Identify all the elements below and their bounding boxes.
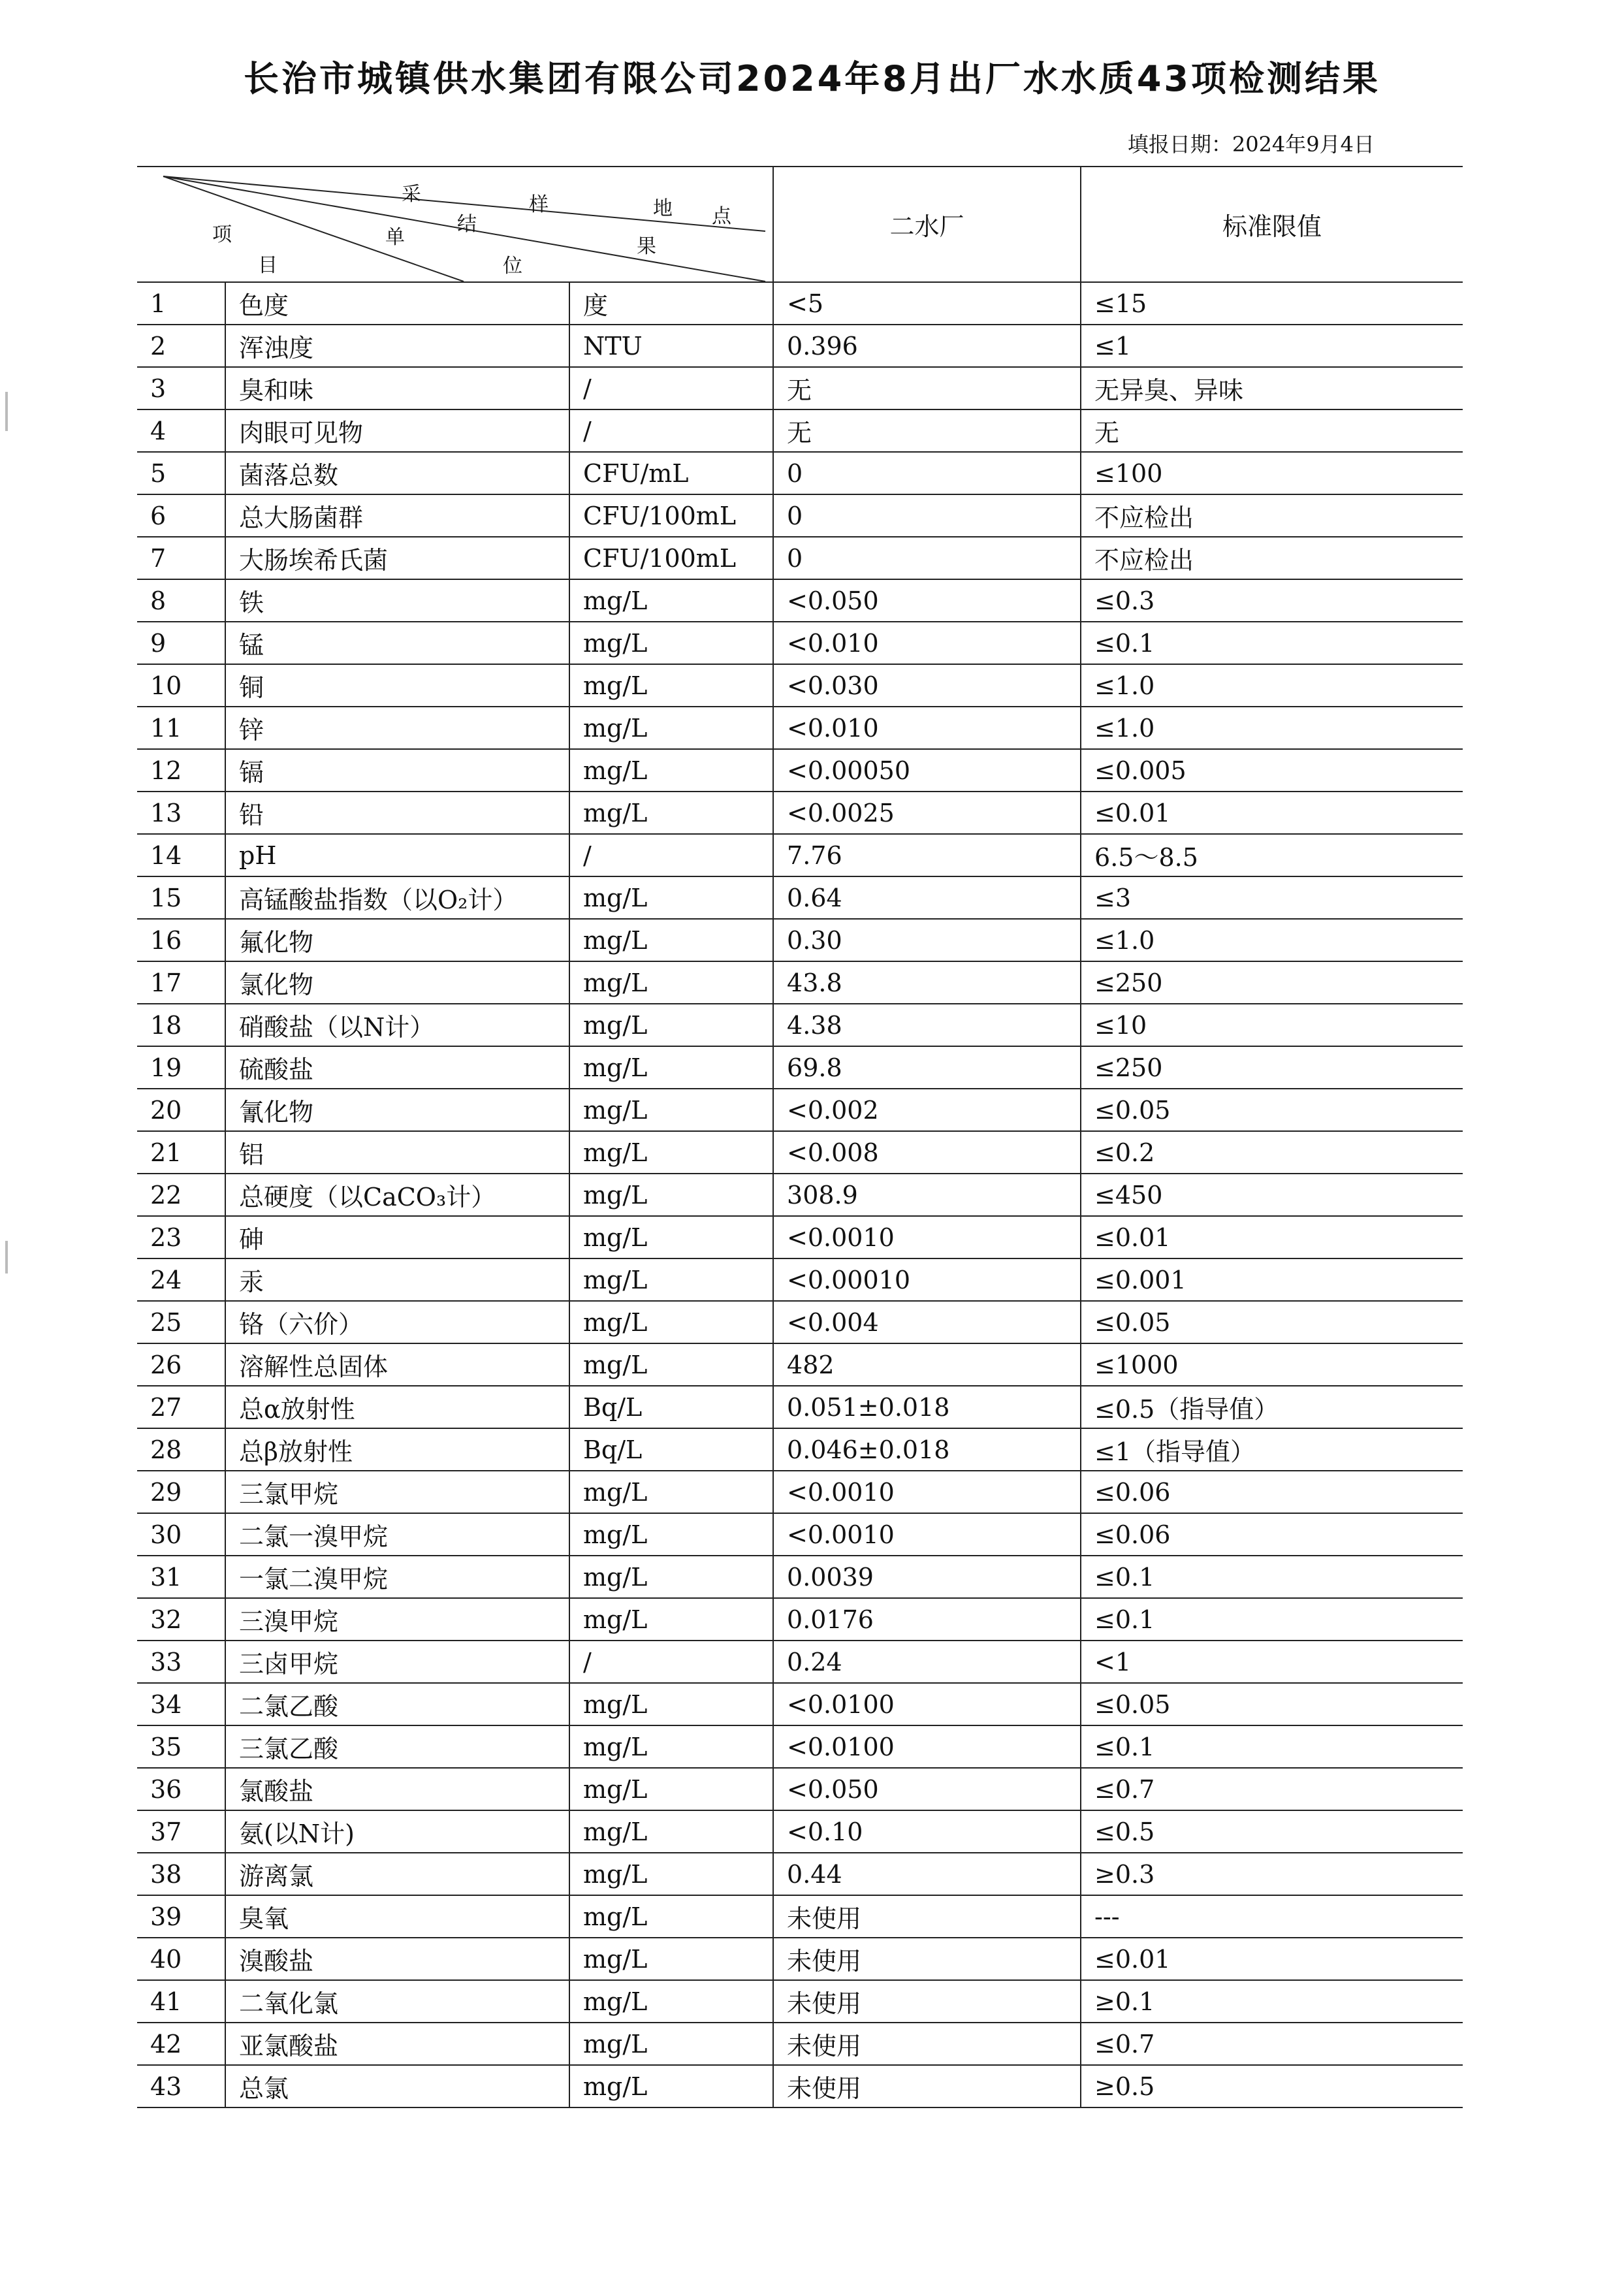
- row-number: 8: [137, 579, 225, 622]
- item-name: 总氯: [225, 2065, 569, 2107]
- plant-result: 0.046±0.018: [773, 1428, 1081, 1471]
- table-row: [137, 1471, 1463, 1513]
- unit: CFU/mL: [569, 452, 773, 494]
- unit: /: [569, 1641, 773, 1683]
- plant-result: <0.002: [773, 1089, 1081, 1131]
- unit: Bq/L: [569, 1428, 773, 1471]
- standard-limit: ≤0.001: [1081, 1258, 1463, 1301]
- plant-result: 未使用: [773, 2023, 1081, 2065]
- plant-result: 482: [773, 1343, 1081, 1386]
- plant-result: 0.30: [773, 919, 1081, 961]
- table-row: [137, 537, 1463, 579]
- row-number: 31: [137, 1556, 225, 1598]
- row-number: 26: [137, 1343, 225, 1386]
- table-row: [137, 1980, 1463, 2023]
- plant-result: 0: [773, 537, 1081, 579]
- item-name: 硫酸盐: [225, 1046, 569, 1089]
- item-name: 氯酸盐: [225, 1768, 569, 1810]
- plant-result: <0.0100: [773, 1683, 1081, 1725]
- standard-limit: ≤0.01: [1081, 1216, 1463, 1258]
- table-row: [137, 282, 1463, 325]
- item-name: 硝酸盐（以N计）: [225, 1004, 569, 1046]
- item-name: 高锰酸盐指数（以O₂计）: [225, 876, 569, 919]
- standard-limit: ≤0.05: [1081, 1301, 1463, 1343]
- plant-result: 未使用: [773, 2065, 1081, 2107]
- unit: mg/L: [569, 961, 773, 1004]
- unit: mg/L: [569, 1301, 773, 1343]
- item-name: 二氯乙酸: [225, 1683, 569, 1725]
- row-number: 39: [137, 1895, 225, 1938]
- item-name: 锌: [225, 707, 569, 749]
- diag-label-result-1: 结: [457, 213, 477, 236]
- row-number: 15: [137, 876, 225, 919]
- standard-limit: ≤0.1: [1081, 1725, 1463, 1768]
- unit: mg/L: [569, 1556, 773, 1598]
- standard-limit: 无: [1081, 409, 1463, 452]
- item-name: 肉眼可见物: [225, 409, 569, 452]
- row-number: 37: [137, 1810, 225, 1853]
- unit: mg/L: [569, 1853, 773, 1895]
- row-number: 19: [137, 1046, 225, 1089]
- unit: mg/L: [569, 1598, 773, 1641]
- row-number: 42: [137, 2023, 225, 2065]
- table-row: [137, 1810, 1463, 1853]
- table-row: [137, 452, 1463, 494]
- standard-limit: ≤100: [1081, 452, 1463, 494]
- diag-label-unit-2: 位: [503, 255, 522, 278]
- plant-result: <0.0010: [773, 1513, 1081, 1556]
- diagonal-header-cell: [137, 167, 773, 282]
- table-row: [137, 876, 1463, 919]
- standard-limit: ≤0.05: [1081, 1089, 1463, 1131]
- standard-limit: ≤250: [1081, 1046, 1463, 1089]
- table-row: [137, 1428, 1463, 1471]
- table-row: [137, 1556, 1463, 1598]
- diagonal-lines: [137, 167, 773, 281]
- item-name: 铅: [225, 792, 569, 834]
- plant-result: 69.8: [773, 1046, 1081, 1089]
- plant-result: <0.0100: [773, 1725, 1081, 1768]
- unit: CFU/100mL: [569, 537, 773, 579]
- row-number: 32: [137, 1598, 225, 1641]
- plant-result: 0.44: [773, 1853, 1081, 1895]
- unit: mg/L: [569, 2065, 773, 2107]
- row-number: 29: [137, 1471, 225, 1513]
- row-number: 28: [137, 1428, 225, 1471]
- item-name: 臭氧: [225, 1895, 569, 1938]
- item-name: 铁: [225, 579, 569, 622]
- item-name: 菌落总数: [225, 452, 569, 494]
- item-name: 一氯二溴甲烷: [225, 1556, 569, 1598]
- item-name: 总α放射性: [225, 1386, 569, 1428]
- standard-limit: ≤10: [1081, 1004, 1463, 1046]
- row-number: 27: [137, 1386, 225, 1428]
- row-number: 6: [137, 494, 225, 537]
- plant-result: <0.050: [773, 1768, 1081, 1810]
- unit: mg/L: [569, 1810, 773, 1853]
- diag-label-result-2: 果: [637, 235, 656, 258]
- standard-limit: ≥0.3: [1081, 1853, 1463, 1895]
- diag-label-item-2: 目: [258, 254, 278, 277]
- table-row: [137, 1046, 1463, 1089]
- row-number: 11: [137, 707, 225, 749]
- item-name: 氯化物: [225, 961, 569, 1004]
- unit: Bq/L: [569, 1386, 773, 1428]
- plant-result: <0.10: [773, 1810, 1081, 1853]
- table-row: [137, 367, 1463, 409]
- plant-result: 无: [773, 409, 1081, 452]
- unit: mg/L: [569, 1046, 773, 1089]
- unit: mg/L: [569, 1174, 773, 1216]
- standard-limit: ≤0.1: [1081, 1556, 1463, 1598]
- plant-result: <0.010: [773, 707, 1081, 749]
- item-name: 氨(以N计): [225, 1810, 569, 1853]
- column-header-limit: 标准限值: [1081, 167, 1463, 282]
- row-number: 33: [137, 1641, 225, 1683]
- row-number: 34: [137, 1683, 225, 1725]
- results-table: [137, 166, 1463, 2108]
- row-number: 36: [137, 1768, 225, 1810]
- standard-limit: ≤0.06: [1081, 1471, 1463, 1513]
- standard-limit: ≤0.01: [1081, 1938, 1463, 1980]
- item-name: 二氧化氯: [225, 1980, 569, 2023]
- plant-result: 未使用: [773, 1895, 1081, 1938]
- item-name: 三溴甲烷: [225, 1598, 569, 1641]
- standard-limit: ---: [1081, 1895, 1463, 1938]
- item-name: 砷: [225, 1216, 569, 1258]
- row-number: 4: [137, 409, 225, 452]
- row-number: 23: [137, 1216, 225, 1258]
- table-row: [137, 1004, 1463, 1046]
- standard-limit: <1: [1081, 1641, 1463, 1683]
- row-number: 1: [137, 282, 225, 325]
- plant-result: <5: [773, 282, 1081, 325]
- unit: mg/L: [569, 1768, 773, 1810]
- standard-limit: ≤450: [1081, 1174, 1463, 1216]
- unit: /: [569, 367, 773, 409]
- row-number: 24: [137, 1258, 225, 1301]
- unit: CFU/100mL: [569, 494, 773, 537]
- item-name: 大肠埃希氏菌: [225, 537, 569, 579]
- plant-result: 0.24: [773, 1641, 1081, 1683]
- item-name: 总大肠菌群: [225, 494, 569, 537]
- plant-result: 未使用: [773, 1980, 1081, 2023]
- table-row: [137, 1386, 1463, 1428]
- standard-limit: 无异臭、异味: [1081, 367, 1463, 409]
- table-row: [137, 2065, 1463, 2107]
- row-number: 41: [137, 1980, 225, 2023]
- item-name: 氟化物: [225, 919, 569, 961]
- row-number: 12: [137, 749, 225, 792]
- diag-label-item-1: 项: [212, 223, 232, 246]
- report-date: 填报日期：2024年9月4日: [1127, 132, 1375, 157]
- standard-limit: 不应检出: [1081, 537, 1463, 579]
- item-name: 溶解性总固体: [225, 1343, 569, 1386]
- unit: mg/L: [569, 1131, 773, 1174]
- item-name: 亚氯酸盐: [225, 2023, 569, 2065]
- row-number: 2: [137, 325, 225, 367]
- plant-result: 43.8: [773, 961, 1081, 1004]
- table-row: [137, 1683, 1463, 1725]
- table-row: [137, 409, 1463, 452]
- unit: /: [569, 834, 773, 876]
- plant-result: 无: [773, 367, 1081, 409]
- standard-limit: ≤0.5: [1081, 1810, 1463, 1853]
- plant-result: 未使用: [773, 1938, 1081, 1980]
- page-title: 长治市城镇供水集团有限公司2024年8月出厂水水质43项检测结果: [243, 58, 1380, 99]
- table-row: [137, 579, 1463, 622]
- plant-result: 7.76: [773, 834, 1081, 876]
- unit: mg/L: [569, 1216, 773, 1258]
- plant-result: <0.0010: [773, 1471, 1081, 1513]
- standard-limit: ≤1: [1081, 325, 1463, 367]
- standard-limit: ≥0.5: [1081, 2065, 1463, 2107]
- plant-result: 0.0176: [773, 1598, 1081, 1641]
- standard-limit: ≤1（指导值）: [1081, 1428, 1463, 1471]
- unit: mg/L: [569, 579, 773, 622]
- standard-limit: ≤1000: [1081, 1343, 1463, 1386]
- plant-result: 0.396: [773, 325, 1081, 367]
- table-row: [137, 707, 1463, 749]
- table-row: [137, 1853, 1463, 1895]
- plant-result: 0: [773, 452, 1081, 494]
- unit: mg/L: [569, 664, 773, 707]
- table-row: [137, 1768, 1463, 1810]
- table-row: [137, 494, 1463, 537]
- table-row: [137, 325, 1463, 367]
- plant-result: 0: [773, 494, 1081, 537]
- plant-result: 4.38: [773, 1004, 1081, 1046]
- plant-result: <0.030: [773, 664, 1081, 707]
- unit: mg/L: [569, 876, 773, 919]
- plant-result: 0.64: [773, 876, 1081, 919]
- item-name: 氰化物: [225, 1089, 569, 1131]
- standard-limit: ≤0.06: [1081, 1513, 1463, 1556]
- unit: mg/L: [569, 622, 773, 664]
- item-name: 三卤甲烷: [225, 1641, 569, 1683]
- plant-result: <0.00050: [773, 749, 1081, 792]
- unit: mg/L: [569, 1683, 773, 1725]
- table-row: [137, 1598, 1463, 1641]
- standard-limit: ≤0.005: [1081, 749, 1463, 792]
- table-row: [137, 2023, 1463, 2065]
- standard-limit: ≥0.1: [1081, 1980, 1463, 2023]
- table-row: [137, 792, 1463, 834]
- plant-result: 308.9: [773, 1174, 1081, 1216]
- item-name: 二氯一溴甲烷: [225, 1513, 569, 1556]
- row-number: 43: [137, 2065, 225, 2107]
- standard-limit: ≤0.1: [1081, 1598, 1463, 1641]
- diag-label-sampling-2: 样: [529, 193, 549, 216]
- row-number: 16: [137, 919, 225, 961]
- plant-result: <0.0010: [773, 1216, 1081, 1258]
- standard-limit: ≤1.0: [1081, 707, 1463, 749]
- unit: 度: [569, 282, 773, 325]
- standard-limit: ≤0.01: [1081, 792, 1463, 834]
- unit: mg/L: [569, 1513, 773, 1556]
- diag-label-unit-1: 单: [385, 226, 405, 249]
- plant-result: <0.010: [773, 622, 1081, 664]
- scan-margin-mark: [5, 1241, 8, 1274]
- table-row: [137, 1938, 1463, 1980]
- table-row: [137, 1725, 1463, 1768]
- item-name: 锰: [225, 622, 569, 664]
- standard-limit: ≤3: [1081, 876, 1463, 919]
- table-row: [137, 834, 1463, 876]
- table-row: [137, 1895, 1463, 1938]
- table-row: [137, 919, 1463, 961]
- row-number: 20: [137, 1089, 225, 1131]
- unit: mg/L: [569, 749, 773, 792]
- table-row: [137, 1343, 1463, 1386]
- row-number: 9: [137, 622, 225, 664]
- table-row: [137, 664, 1463, 707]
- row-number: 30: [137, 1513, 225, 1556]
- row-number: 14: [137, 834, 225, 876]
- unit: mg/L: [569, 1725, 773, 1768]
- row-number: 40: [137, 1938, 225, 1980]
- table-row: [137, 749, 1463, 792]
- row-number: 35: [137, 1725, 225, 1768]
- plant-result: <0.00010: [773, 1258, 1081, 1301]
- row-number: 5: [137, 452, 225, 494]
- unit: mg/L: [569, 1089, 773, 1131]
- row-number: 21: [137, 1131, 225, 1174]
- diag-label-sampling-4: 点: [712, 205, 731, 228]
- table-row: [137, 1258, 1463, 1301]
- item-name: 铜: [225, 664, 569, 707]
- unit: /: [569, 409, 773, 452]
- plant-result: 0.051±0.018: [773, 1386, 1081, 1428]
- unit: NTU: [569, 325, 773, 367]
- diag-label-sampling-3: 地: [653, 197, 673, 220]
- unit: mg/L: [569, 919, 773, 961]
- standard-limit: ≤0.7: [1081, 1768, 1463, 1810]
- standard-limit: ≤0.3: [1081, 579, 1463, 622]
- diag-label-sampling-1: 采: [402, 183, 421, 206]
- table-row: [137, 622, 1463, 664]
- standard-limit: ≤0.2: [1081, 1131, 1463, 1174]
- item-name: 总硬度（以CaCO₃计）: [225, 1174, 569, 1216]
- table-row: [137, 1089, 1463, 1131]
- standard-limit: ≤0.7: [1081, 2023, 1463, 2065]
- item-name: 铝: [225, 1131, 569, 1174]
- item-name: 三氯乙酸: [225, 1725, 569, 1768]
- table-row: [137, 1641, 1463, 1683]
- item-name: 镉: [225, 749, 569, 792]
- unit: mg/L: [569, 1004, 773, 1046]
- row-number: 38: [137, 1853, 225, 1895]
- standard-limit: 不应检出: [1081, 494, 1463, 537]
- unit: mg/L: [569, 1471, 773, 1513]
- row-number: 18: [137, 1004, 225, 1046]
- item-name: 铬（六价）: [225, 1301, 569, 1343]
- standard-limit: ≤0.5（指导值）: [1081, 1386, 1463, 1428]
- plant-result: <0.050: [773, 579, 1081, 622]
- unit: mg/L: [569, 2023, 773, 2065]
- unit: mg/L: [569, 1938, 773, 1980]
- item-name: 游离氯: [225, 1853, 569, 1895]
- plant-result: <0.0025: [773, 792, 1081, 834]
- item-name: pH: [225, 834, 569, 876]
- plant-result: <0.008: [773, 1131, 1081, 1174]
- row-number: 10: [137, 664, 225, 707]
- unit: mg/L: [569, 1343, 773, 1386]
- item-name: 溴酸盐: [225, 1938, 569, 1980]
- item-name: 三氯甲烷: [225, 1471, 569, 1513]
- unit: mg/L: [569, 1258, 773, 1301]
- standard-limit: ≤1.0: [1081, 664, 1463, 707]
- table-row: [137, 961, 1463, 1004]
- item-name: 总β放射性: [225, 1428, 569, 1471]
- row-number: 17: [137, 961, 225, 1004]
- item-name: 色度: [225, 282, 569, 325]
- unit: mg/L: [569, 707, 773, 749]
- column-header-plant: 二水厂: [773, 167, 1081, 282]
- standard-limit: ≤1.0: [1081, 919, 1463, 961]
- table-row: [137, 1216, 1463, 1258]
- table-row: [137, 1301, 1463, 1343]
- row-number: 13: [137, 792, 225, 834]
- table-row: [137, 1131, 1463, 1174]
- plant-result: <0.004: [773, 1301, 1081, 1343]
- table-row: [137, 1174, 1463, 1216]
- item-name: 汞: [225, 1258, 569, 1301]
- unit: mg/L: [569, 792, 773, 834]
- row-number: 25: [137, 1301, 225, 1343]
- item-name: 臭和味: [225, 367, 569, 409]
- standard-limit: ≤250: [1081, 961, 1463, 1004]
- item-name: 浑浊度: [225, 325, 569, 367]
- plant-result: 0.0039: [773, 1556, 1081, 1598]
- unit: mg/L: [569, 1895, 773, 1938]
- standard-limit: 6.5～8.5: [1081, 834, 1463, 876]
- unit: mg/L: [569, 1980, 773, 2023]
- row-number: 7: [137, 537, 225, 579]
- table-row: [137, 1513, 1463, 1556]
- header-row: [137, 167, 1463, 282]
- standard-limit: ≤0.1: [1081, 622, 1463, 664]
- scan-margin-mark: [5, 392, 8, 431]
- standard-limit: ≤15: [1081, 282, 1463, 325]
- row-number: 22: [137, 1174, 225, 1216]
- row-number: 3: [137, 367, 225, 409]
- standard-limit: ≤0.05: [1081, 1683, 1463, 1725]
